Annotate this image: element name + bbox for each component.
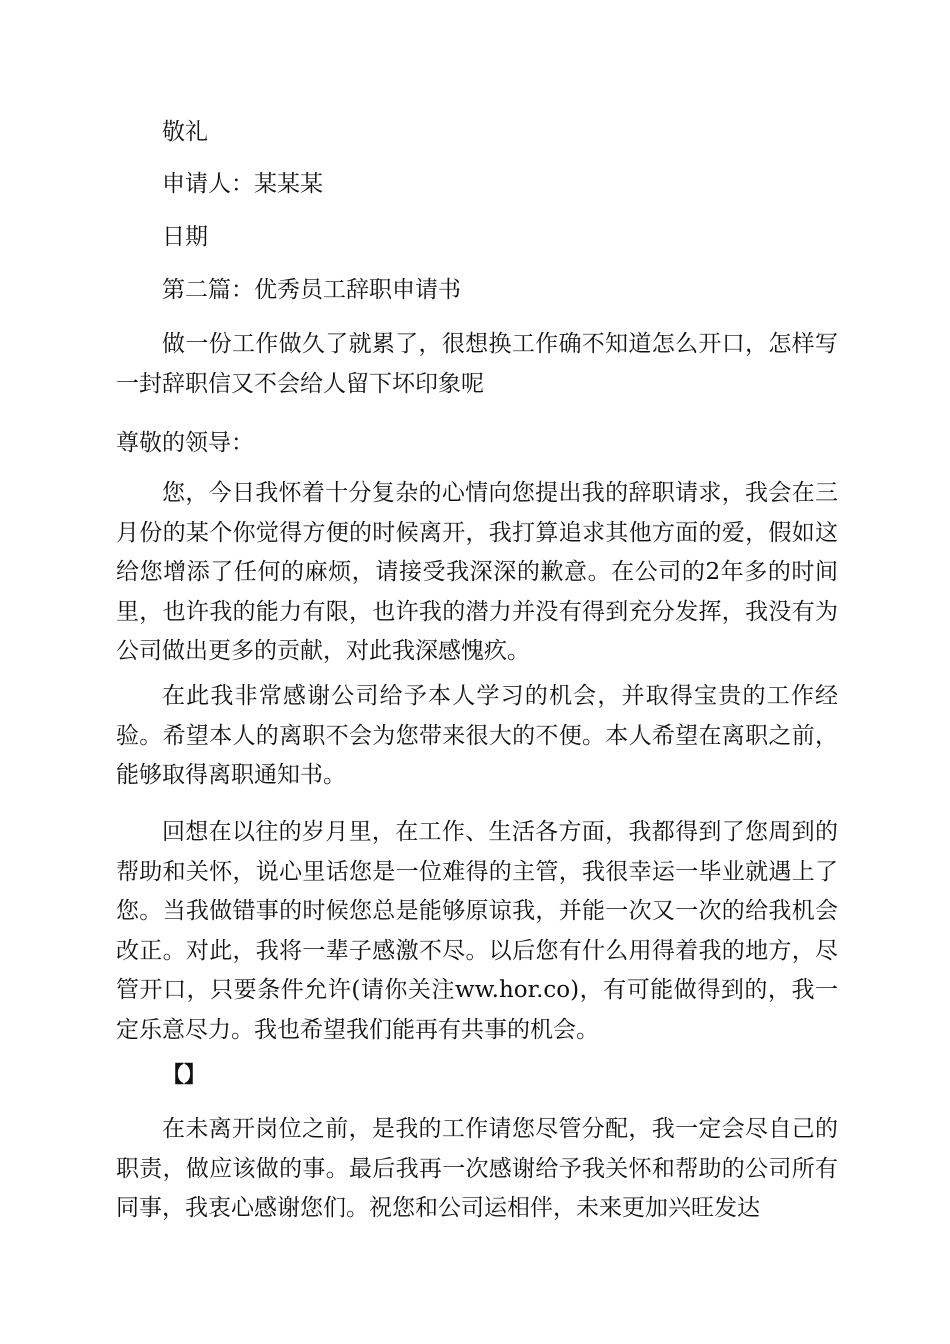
body-paragraph-2: 在此我非常感谢公司给予本人学习的机会，并取得宝贵的工作经验。希望本人的离职不会为您带来很大的不便。本人希望在离职之前，能够取得离职通知书。 [116, 683, 838, 788]
section-title: 第二篇：优秀员工辞职申请书 [162, 277, 461, 303]
body-paragraph-1: 您，今日我怀着十分复杂的心情向您提出我的辞职请求，我会在三月份的某个你觉得方便的时候离开，我打算追求其他方面的爱，假如这给您增添了任何的麻烦，请接受我深深的歉意。在公司的2年多的时间里，也许我的能力有限，也许我的潜力并没有得到充分发挥，我没有为公司做出更多的贡献，对此我深感愧疚。 [116, 480, 838, 664]
final-paragraph: 在未离开岗位之前，是我的工作请您尽管分配，我一定会尽自己的职责，做应该做的事。最后我再一次感谢给予我关怀和帮助的公司所有同事，我衷心感谢您们。祝您和公司运相伴，未来更加兴旺发达 [116, 1116, 838, 1221]
salutation: 尊敬的领导： [116, 430, 254, 456]
closing-text: 敬礼 [162, 119, 208, 145]
bracket-marker: 【】 [162, 1062, 207, 1088]
body-paragraph-3: 回想在以往的岁月里，在工作、生活各方面，我都得到了您周到的帮助和关怀，说心里话您是一位难得的主管，我很幸运一毕业就遇上了您。当我做错事的时候您总是能够原谅我，并能一次又一次的给我机会改正。对此，我将一辈子感激不尽。以后您有什么用得着我的地方，尽管开口，只要条件允许(请你关注ww.hor.co)，有可能做得到的，我一定乐意尽力。我也希望我们能再有共事的机会。 [116, 819, 838, 1043]
intro-paragraph: 做一份工作做久了就累了，很想换工作确不知道怎么开口，怎样写一封辞职信又不会给人留下坏印象呢 [116, 331, 838, 397]
date-label: 日期 [162, 224, 208, 250]
applicant-line: 申请人：某某某 [162, 171, 323, 197]
